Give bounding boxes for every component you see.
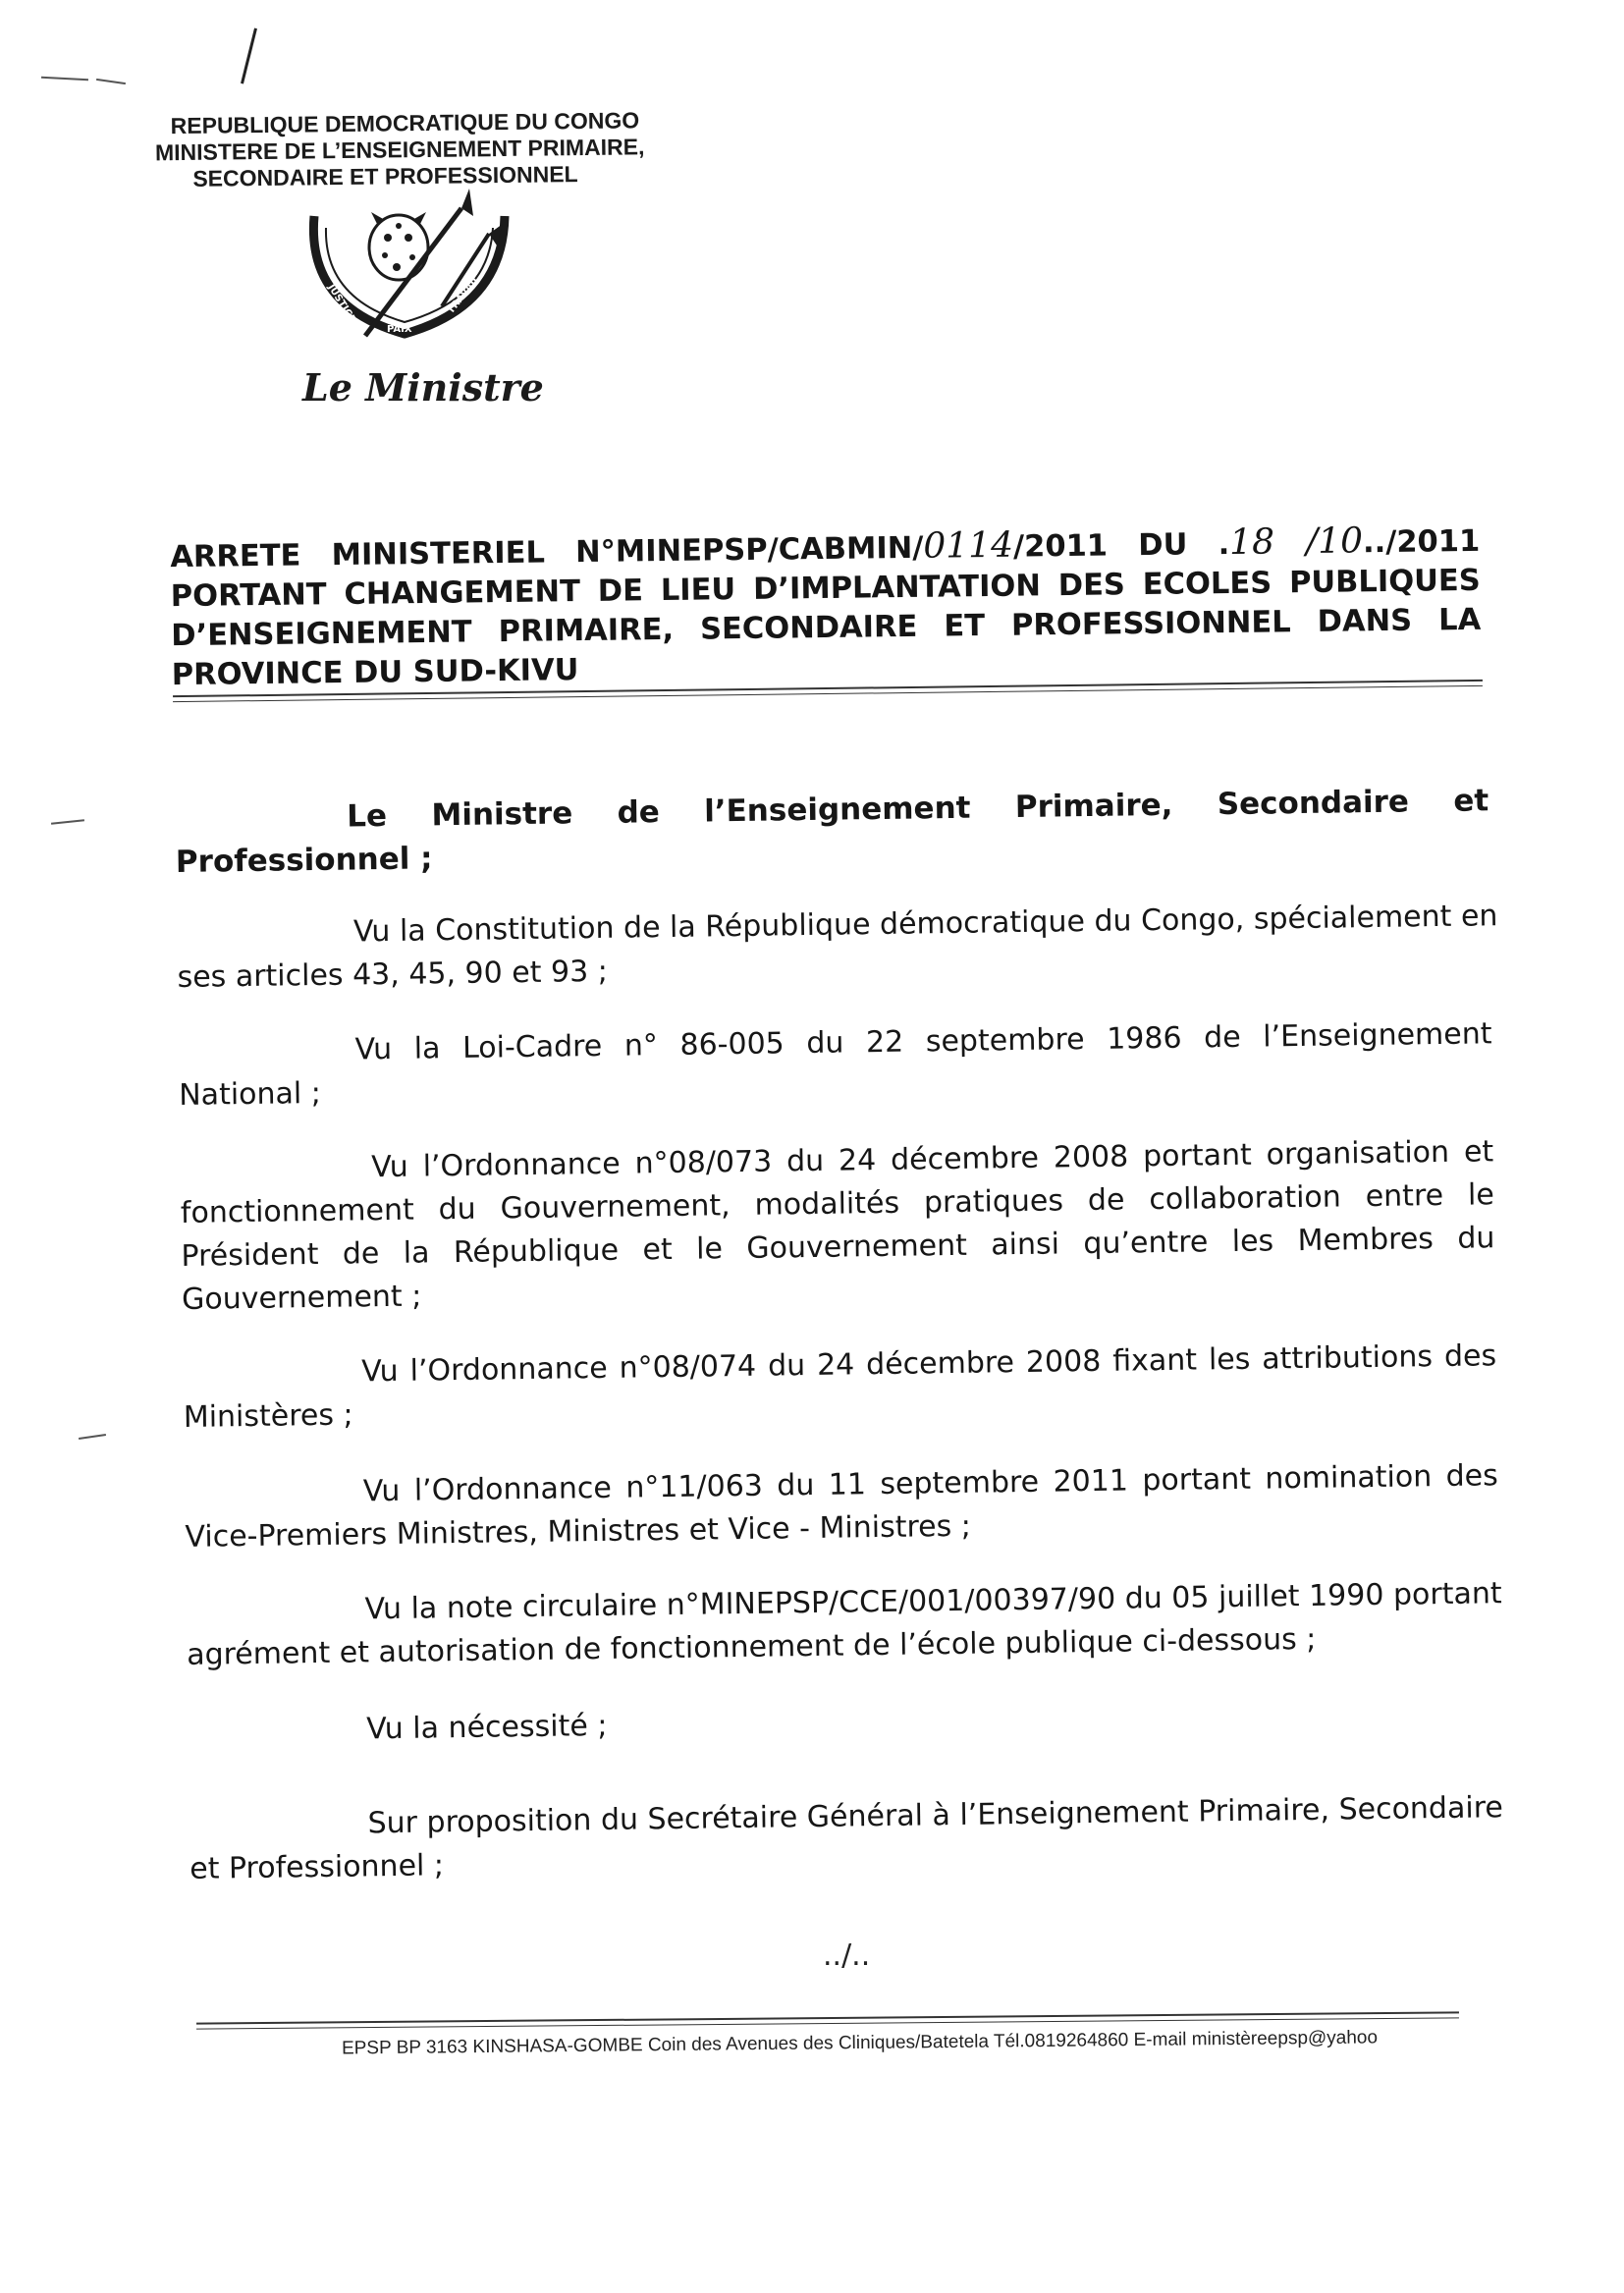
letterhead [147, 107, 698, 193]
recital-proposition [189, 1786, 1503, 1891]
recital-ordonnance-11-063 [185, 1454, 1499, 1559]
recital-line: Sur proposition du Secrétaire Général à l’Enseignement Primaire, Secondaire [367, 1790, 1504, 1841]
recital-line: National ; [178, 1075, 322, 1113]
recital-constitution [177, 895, 1498, 1000]
decree-ref-prefix: ARRETE MINISTERIEL N°MINEPSP/CABMIN/ [170, 530, 924, 575]
recital-line: ses articles 43, 45, 90 et 93 ; [177, 954, 609, 995]
signatory-title: Le Ministre [302, 365, 544, 409]
coat-of-arms-emblem [297, 189, 524, 350]
recital-line: Vu l’Ordonnance n°11/063 du 11 septembre 2011 portant nomination des [362, 1458, 1499, 1509]
recital-line: Vu l’Ordonnance n°08/073 du 24 décembre 2008 portant organisation et [371, 1134, 1494, 1185]
recital-ordonnance-08-073 [180, 1130, 1495, 1322]
margin-mark [41, 77, 88, 82]
decree-title-line-3: D’ENSEIGNEMENT PRIMAIRE, SECONDAIRE ET PROFESSIONNEL DANS LA [171, 602, 1482, 654]
margin-mark [96, 79, 126, 84]
recital-line: et Professionnel ; [189, 1848, 445, 1886]
svg-text:PAIX: PAIX [387, 324, 412, 335]
recital-line: Vu la Loi-Cadre n° 86-005 du 22 septembre 1986 de l’Enseignement [354, 1016, 1492, 1067]
recital-line: agrément et autorisation de fonctionnement de l’école publique ci-dessous ; [186, 1621, 1317, 1672]
letterhead-ministry: MINISTERE DE L’ENSEIGNEMENT PRIMAIRE, [154, 134, 645, 166]
recital-line: Vice-Premiers Ministres, Ministres et Vice - Ministres ; [185, 1508, 972, 1555]
margin-mark [51, 819, 84, 825]
recital-line: Vu la Constitution de la République démocratique du Congo, spécialement en [352, 899, 1498, 950]
recital-ordonnance-08-074 [183, 1335, 1497, 1440]
svg-text:JUSTICE: JUSTICE [325, 282, 357, 325]
recital-loi-cadre [178, 1012, 1492, 1118]
svg-text:TRAVAIL: TRAVAIL [445, 273, 482, 316]
opening-line-2: Professionnel ; [175, 841, 433, 880]
margin-mark [79, 1434, 106, 1440]
opening-paragraph [175, 779, 1489, 884]
decree-ref-mid: /2011 DU . [1012, 526, 1230, 565]
recital-line: Vu la note circulaire n°MINEPSP/CCE/001/00397/90 du 05 juillet 1990 portant [364, 1576, 1502, 1627]
handwritten-decree-number: 0114 [923, 524, 1014, 567]
recital-note-circulaire [186, 1572, 1500, 1677]
recital-line: Vu l’Ordonnance n°08/074 du 24 décembre 2008 fixant les attributions des [360, 1338, 1497, 1390]
decree-title-line-2: PORTANT CHANGEMENT DE LIEU D’IMPLANTATION DES ECOLES PUBLIQUES [170, 563, 1481, 615]
handwritten-slash-mark [241, 27, 257, 83]
recital-line: Ministères ; [183, 1397, 353, 1435]
recital-line: Vu la nécessité ; [366, 1708, 608, 1747]
recital-line: fonctionnement du Gouvernement, modalités pratiques de collaboration entre le [180, 1177, 1495, 1230]
opening-line-1: Le Ministre de l’Enseignement Primaire, Secondaire et [347, 783, 1489, 835]
footer-address: EPSP BP 3163 KINSHASA-GOMBE Coin des Avenues des Cliniques/Batetela Tél.0819264860 E-mail ministèreepsp@yahoo [341, 2027, 1379, 2059]
page-continuation-mark: ../.. [823, 1938, 871, 1973]
decree-title [170, 520, 1482, 695]
recital-line: Gouvernement ; [181, 1279, 422, 1317]
letterhead-ministry-cont: SECONDAIRE ET PROFESSIONNEL [192, 161, 578, 191]
handwritten-decree-date: 18 /10 [1228, 520, 1364, 563]
recital-necessite [188, 1692, 1501, 1754]
decree-ref-suffix: ../2011 [1362, 523, 1481, 561]
recital-line: Président de la République et le Gouvernement ainsi qu’entre les Membres du [181, 1221, 1495, 1274]
letterhead-country: REPUBLIQUE DEMOCRATIQUE DU CONGO [170, 107, 640, 139]
decree-body [175, 779, 1504, 1886]
decree-title-line-4: PROVINCE DU SUD-KIVU [171, 653, 579, 693]
